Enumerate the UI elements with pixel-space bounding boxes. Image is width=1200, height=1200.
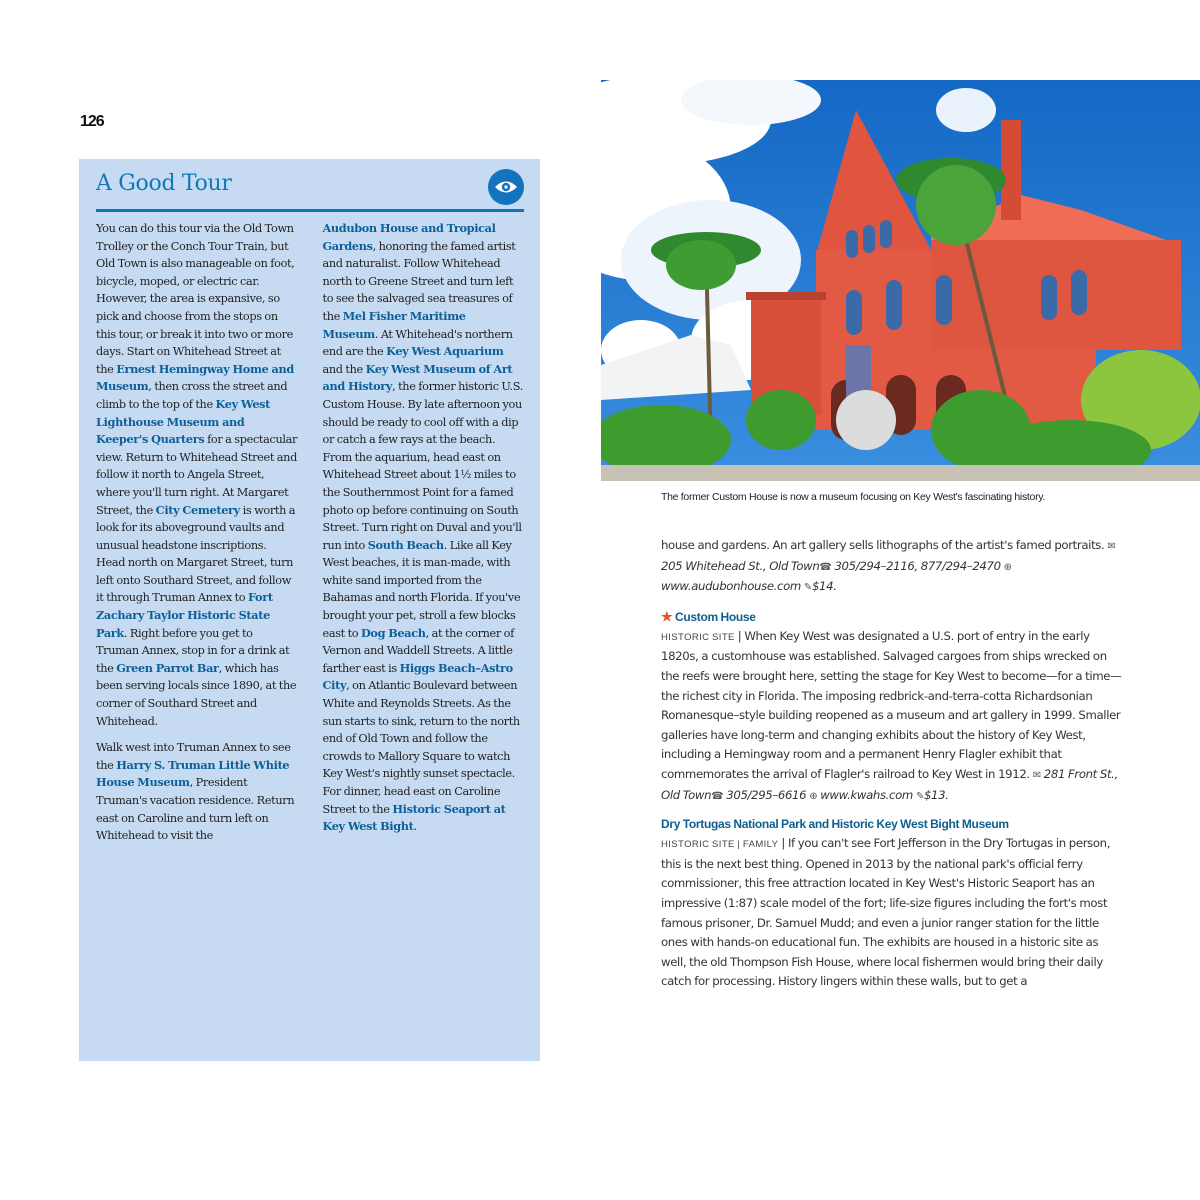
text: . Like all Key West beaches, it is man-made, with white sand imported from the Bahamas and north Florida. If you've brought your pet, stroll a few blocks east to (322, 538, 521, 640)
address-icon: ✉ (1032, 769, 1041, 781)
sidebar-columns (96, 220, 524, 854)
address: 281 Front St., Old Town (661, 766, 1118, 802)
poi-link-dog-beach[interactable]: Dog Beach (360, 625, 426, 640)
category-label: HISTORIC SITE (661, 631, 735, 643)
text: , at the corner of Vernon and Waddell Streets. A little farther east is (322, 626, 514, 675)
page-number: 126 (80, 113, 104, 130)
phone: 305/295–6616 (726, 787, 807, 802)
text: If you can't see Fort Jefferson in the Dry Tortugas in person, this is the next best thing. Opened in 2013 by the national park's official ferry commissioner, this free attraction located in Key West's Historic Seaport has an impressive (1:87) scale model of the fort; life-size figures including the fort's most famous prisoner, Dr. Samuel Mudd; and even a junior ranger station for the little ones with hands-on educational fun. The exhibits are housed in a historic site as well, the old Thompson Fish House, where local fishermen would bring their daily catch for processing. History lingers within these walls, but to get a (661, 836, 1111, 989)
phone-icon: ☎ (819, 561, 832, 573)
address: 205 Whitehead St., Old Town (661, 558, 820, 573)
price-icon: ✎ (915, 790, 924, 802)
text: . (413, 820, 417, 834)
web-icon: ⊕ (809, 790, 818, 802)
sidebar-header (96, 169, 524, 212)
poi-link-mel-fisher-museum[interactable]: Mel Fisher Maritime Museum (322, 308, 466, 341)
poi-link-south-beach[interactable]: South Beach (367, 537, 444, 552)
website-link[interactable]: www.audubonhouse.com (661, 579, 801, 594)
text: Walk west into Truman Annex to see the (96, 741, 291, 772)
tour-paragraph-3 (323, 220, 525, 836)
text: house and gardens. An art gallery sells lithographs of the artist's famed portraits. (661, 538, 1108, 552)
poi-link-key-west-aquarium[interactable]: Key West Aquarium (386, 344, 504, 359)
sidebar-column-2 (323, 220, 525, 854)
tour-paragraph-2 (96, 739, 298, 845)
entry-description (661, 627, 1123, 806)
text: , honoring the famed artist and naturalist. Follow Whitehead north to Greene Street and turn left to see the salvaged sea treasures of the (322, 239, 516, 323)
address-icon: ✉ (1107, 541, 1116, 552)
poi-link-truman-little-white-house[interactable]: Harry S. Truman Little White House Museum (96, 757, 290, 790)
phone: 305/294–2116, 877/294–2470 (834, 558, 1001, 573)
entry-description (661, 834, 1123, 992)
web-icon: ⊕ (1003, 561, 1012, 573)
entry-title-text[interactable]: Custom House (675, 609, 756, 624)
price: $13. (923, 787, 949, 802)
star-icon: ★ (661, 608, 673, 624)
text: , which has been serving locals since 1890, at the corner of Southard Street and Whitehead. (96, 661, 297, 728)
entry-dry-tortugas-museum (661, 815, 1123, 992)
category-label: HISTORIC SITE | FAMILY (661, 839, 779, 851)
text: and the (322, 362, 366, 376)
entry-custom-house (661, 607, 1123, 806)
poi-link-higgs-beach[interactable]: Higgs Beach–Astro City (322, 660, 513, 693)
poi-link-city-cemetery[interactable]: City Cemetery (155, 502, 240, 517)
website-link[interactable]: www.kwahs.com (820, 787, 913, 802)
price: $14. (811, 579, 837, 594)
text: You can do this tour via the Old Town Trolley or the Conch Tour Train, but Old Town is also manageable on foot, bicycle, moped, or electric car. However, the area is expansive, so pick and choose from the stops on this tour, or break it into two or more days. Start on Whitehead Street at the (96, 222, 295, 376)
poi-link-green-parrot-bar[interactable]: Green Parrot Bar (116, 660, 219, 675)
photo-illustration (601, 80, 1200, 481)
poi-link-audubon-house[interactable]: Audubon House and Tropical Gardens (322, 221, 496, 253)
separator: | (778, 836, 788, 851)
photo-caption: The former Custom House is now a museum focusing on Key West's fascinating history. (661, 491, 1046, 503)
entry-title[interactable]: Dry Tortugas National Park and Historic Key West Bight Museum (661, 817, 1009, 832)
poi-link-museum-of-art-and-history[interactable]: Key West Museum of Art and History (322, 361, 513, 394)
eye-icon (488, 169, 524, 205)
text: . Right before you get to Truman Annex, stop in for a drink at the (96, 626, 290, 675)
text: . At Whitehead's northern end are the (322, 327, 513, 359)
separator: | (734, 628, 745, 643)
text: When Key West was designated a U.S. port of entry in the early 1820s, a customhouse was established. Salvaged cargoes from ships wrecked on the reefs were brought here, setting the stage for Key West to become—for a time—the richest city in Florida. The imposing redbrick-and-terra-cotta Richardsonian Romanesque–style building reopened as a museum and art gallery in 1999. Smaller galleries have long-term and changing exhibits about the history of Key West, including a Hemingway room and a permanent Henry Flagler exhibit that commemorates the arrival of Flagler's railroad to Key West in 1912. (661, 628, 1122, 781)
text: , the former historic U.S. Custom House. By late afternoon you should be ready to cool off with a dip or catch a few rays at the beach. From the aquarium, head east on Whitehead Street about 1½ miles to the Southernmost Point for a famed photo op before continuing on South Street. Turn right on Duval and you'll run into (322, 380, 524, 552)
poi-link-lighthouse[interactable]: Key West Lighthouse Museum and Keeper's Quarters (96, 396, 271, 447)
continuation-paragraph (661, 536, 1123, 598)
custom-house-photo (601, 80, 1200, 481)
phone-icon: ☎ (711, 790, 724, 802)
main-text-column (661, 536, 1123, 992)
price-icon: ✎ (803, 582, 812, 594)
text: , on Atlantic Boulevard between White and Reynolds Streets. As the sun starts to sink, return to the north end of Old Town and follow the crowds to Mallory Square to watch Key West's nightly sunset spectacle. For dinner, head east on Caroline Street to the (322, 679, 520, 816)
text: is worth a look for its aboveground vaults and unusual headstone inscriptions. Head north on Margaret Street, turn left onto Southard Street, and follow it through Truman Annex to (96, 503, 296, 605)
poi-link-hemingway-home[interactable]: Ernest Hemingway Home and Museum (96, 361, 294, 394)
poi-link-fort-zachary-taylor[interactable]: Fort Zachary Taylor Historic State Park (96, 590, 273, 640)
entry-title (661, 607, 1123, 627)
text: , then cross the street and climb to the top of the (96, 380, 288, 411)
sidebar-column-1 (96, 220, 298, 854)
tour-paragraph-1 (96, 220, 298, 730)
sidebar-title: A Good Tour (96, 171, 232, 196)
good-tour-sidebar (79, 159, 540, 1061)
text: , President Truman's vacation residence. Return east on Caroline and turn left on Whitehead to visit the (96, 776, 295, 843)
poi-link-historic-seaport[interactable]: Historic Seaport at Key West Bight (322, 801, 506, 834)
text: for a spectacular view. Return to Whitehead Street and follow it north to Angela Street, where you'll turn right. At Margaret Street, the (96, 433, 298, 517)
